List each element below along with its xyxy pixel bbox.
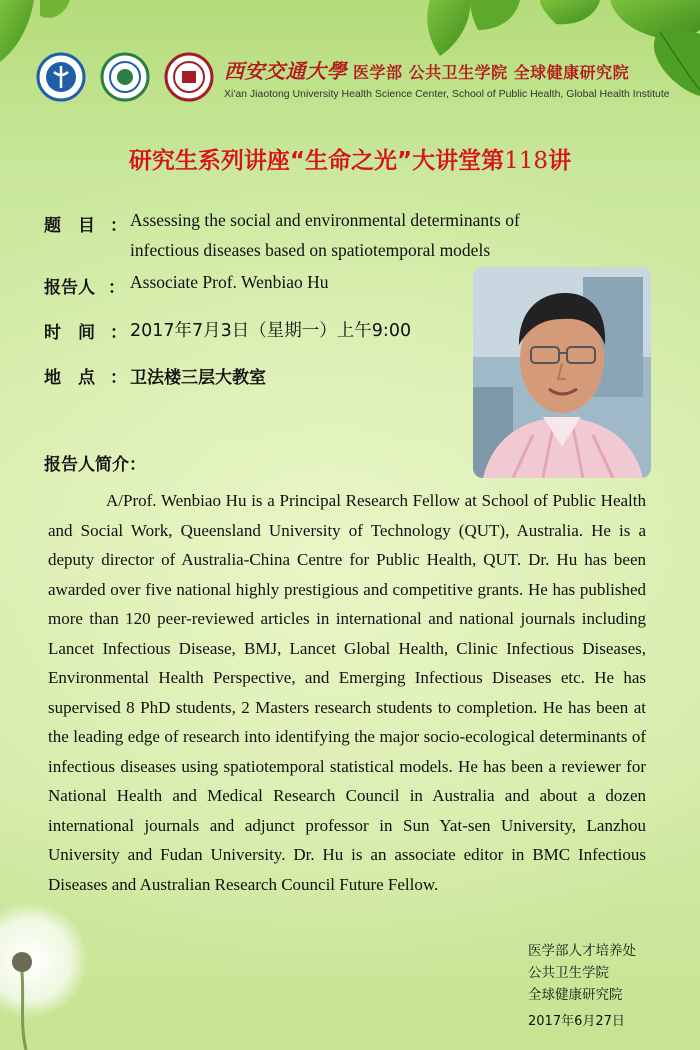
topic-line-2: infectious diseases based on spatiotemporal models [130, 240, 491, 260]
topic-line-1: Assessing the social and environmental determinants of [130, 210, 520, 230]
lecture-title [0, 142, 700, 175]
time-label: 时 间 [44, 323, 95, 343]
lecture-number: 118 [504, 148, 549, 174]
organizer-line-1: 医学部人才培养处 [528, 943, 636, 959]
topic-label: 题 目 [44, 216, 95, 236]
institution-block [224, 55, 670, 100]
organizer-line-3: 全球健康研究院 [528, 987, 623, 1003]
lecture-location: 卫法楼三层大教室 [130, 368, 266, 388]
bio-heading: 报告人简介： [44, 455, 146, 475]
time-colon: ： [110, 323, 127, 343]
university-name-cn: 西安交通大學 [224, 59, 347, 83]
health-science-logo [100, 52, 150, 102]
title-suffix: 讲 [548, 148, 572, 174]
title-prefix: 研究生系列讲座“生命之光”大讲堂第 [128, 148, 505, 174]
lecture-time: 2017年7月3日（星期一）上午9:00 [130, 321, 412, 341]
location-label: 地 点 [44, 368, 95, 388]
speaker-portrait-icon [473, 267, 651, 478]
organizer-signature [528, 940, 636, 1006]
organizer-line-2: 公共卫生学院 [528, 965, 609, 981]
dandelion-decoration-icon [0, 900, 110, 1050]
speaker-photo [473, 267, 651, 478]
university-seal-logo [164, 52, 214, 102]
departments-cn: 医学部 公共卫生学院 全球健康研究院 [353, 63, 630, 82]
speaker-label: 报告人 [44, 278, 95, 298]
bio-paragraph: A/Prof. Wenbiao Hu is a Principal Research Fellow at School of Public Health and Social Work, Queensland University of Technology (QUT), Australia. He is a deputy director of Australia-China Centre for Public Health, QUT. Dr. Hu has been awarded over five national highly prestigious and competitive grants. He has published more than 120 peer-reviewed articles in international and national journals including Lancet Infectious Disease, BMJ, Lancet Global Health, Clinic Infectious Diseases, Environmental Health Perspective, and Emerging Infectious Diseases etc. He has supervised 8 PhD students, 2 Masters research students to completion. He has been at the leading edge of research into identifying the major socio-ecological determinants of infectious diseases using spatiotemporal statistical models. He has been a reviewer for National Health and Medical Research Council in Australia and about a dozen international journals and adjunct professor in Sun Yat-sen University, Lanzhou University and Fudan University. Dr. Hu is an associate editor in BMC Infectious Diseases and Australian Research Council Future Fellow. [48, 491, 646, 894]
topic-colon: ： [110, 216, 127, 236]
logo-group [36, 52, 226, 104]
institution-en: Xi'an Jiaotong University Health Science Center, School of Public Health, Global Health Institute [224, 88, 670, 100]
speaker-colon: ： [108, 278, 125, 298]
location-colon: ： [110, 368, 127, 388]
xjtu-medical-logo [36, 52, 86, 102]
speaker-name: Associate Prof. Wenbiao Hu [130, 272, 329, 292]
signature-date: 2017年6月27日 [528, 1014, 625, 1029]
institution-cn [224, 55, 664, 84]
